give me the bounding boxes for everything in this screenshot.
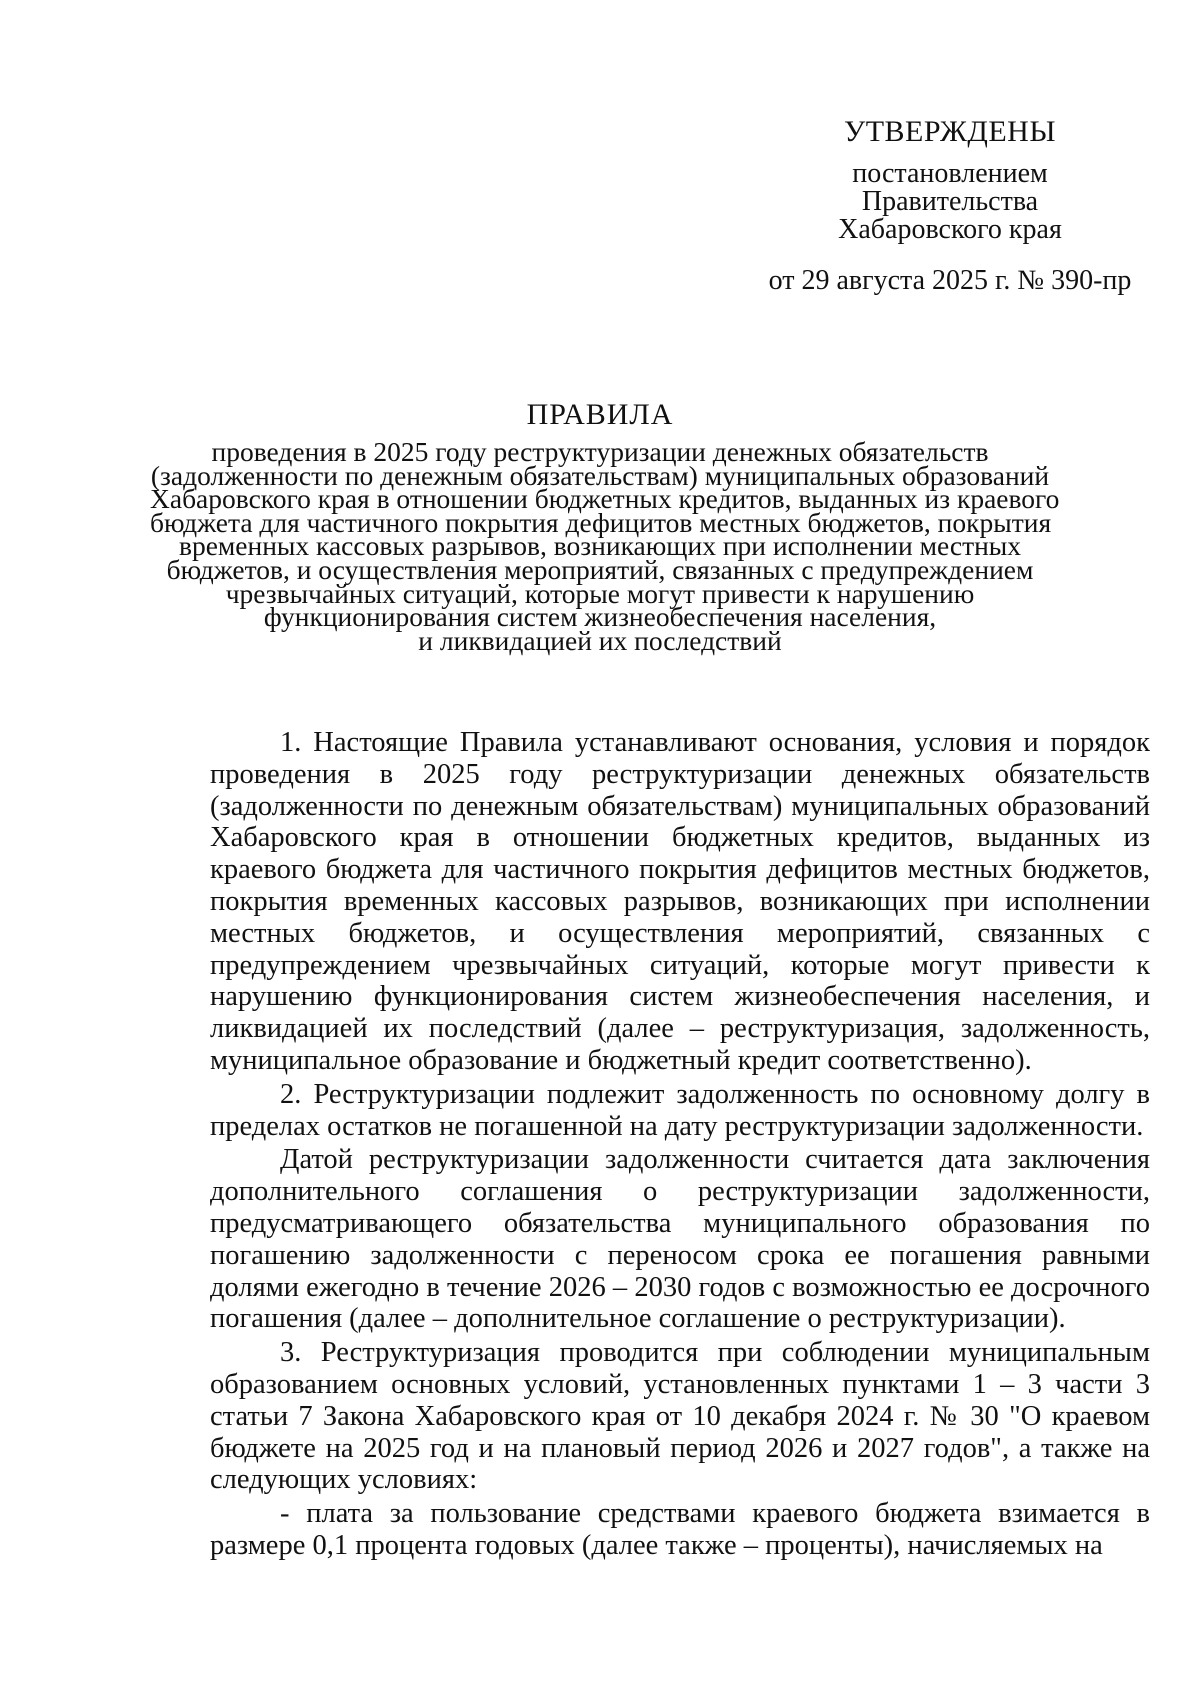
approval-line-2: Правительства (861, 186, 1039, 217)
document-body (210, 727, 1150, 1562)
approval-line-3: Хабаровского края (838, 214, 1062, 245)
approval-block (735, 112, 1165, 296)
paragraph-3: Датой реструктуризации задолженности считается дата заключения дополнительного соглашения о реструктуризации задолженности, предусматривающего обязательства муниципального образования по погашению задолженности с переносом срока ее погашения равными долями ежегодно в течение 2026 – 2030 годов с возможностью ее досрочного погашения (далее – дополнительное соглашение о реструктуризации). (210, 1144, 1150, 1335)
paragraph-5: - плата за пользование средствами краевого бюджета взимается в размере 0,1 процента годовых (далее также – проценты), начисляемых на (210, 1498, 1150, 1561)
paragraph-1: 1. Настоящие Правила устанавливают основания, условия и порядок проведения в 2025 году реструктуризации денежных обязательств (задолженности по денежным обязательствам) муниципальных образований Хабаровского края в отношении бюджетных кредитов, выданных из краевого бюджета для частичного покрытия дефицитов местных бюджетов, покрытия временных кассовых разрывов, возникающих при исполнении местных бюджетов, и осуществления мероприятий, связанных с предупреждением чрезвычайных ситуаций, которые могут привести к нарушению функционирования систем жизнеобеспечения населения, и ликвидацией их последствий (далее – реструктуризация, задолженность, муниципальное образование и бюджетный кредит соответственно). (210, 727, 1150, 1076)
subtitle-line: и ликвидацией их последствий (418, 624, 782, 656)
subtitle-line: чрезвычайных ситуаций, которые могут привести к нарушению (225, 577, 975, 609)
subtitle-line: бюджета для частичного покрытия дефицитов местных бюджетов, покрытия (150, 506, 1052, 538)
subtitle-line: временных кассовых разрывов, возникающих при исполнении местных (178, 530, 1022, 562)
approval-title: УТВЕРЖДЕНЫ (843, 115, 1057, 148)
paragraph-2: 2. Реструктуризации подлежит задолженность по основному долгу в пределах остатков не погашенной на дату реструктуризации задолженности. (210, 1078, 1150, 1142)
document-title: ПРАВИЛА (526, 398, 674, 431)
approval-date: от 29 августа 2025 г. № 390-пр (768, 265, 1132, 296)
subtitle-line: Хабаровского края в отношении бюджетных кредитов, выданных из краевого (150, 483, 1060, 515)
paragraph-4: 3. Реструктуризация проводится при соблюдении муниципальным образованием основных условий, установленных пунктами 1 – 3 части 3 статьи 7 Закона Хабаровского края от 10 декабря 2024 г. № 30 "О краевом бюджете на 2025 год и на плановый период 2026 и 2027 годов", а также на следующих условиях: (210, 1337, 1150, 1496)
subtitle-line: (задолженности по денежным обязательствам) муниципальных образований (150, 459, 1050, 491)
approval-line-1: постановлением (852, 158, 1048, 189)
document-subtitle (150, 436, 1060, 656)
subtitle-line: бюджетов, и осуществления мероприятий, связанных с предупреждением (166, 553, 1034, 585)
subtitle-line: проведения в 2025 году реструктуризации денежных обязательств (211, 436, 989, 467)
subtitle-line: функционирования систем жизнеобеспечения населения, (263, 601, 937, 633)
